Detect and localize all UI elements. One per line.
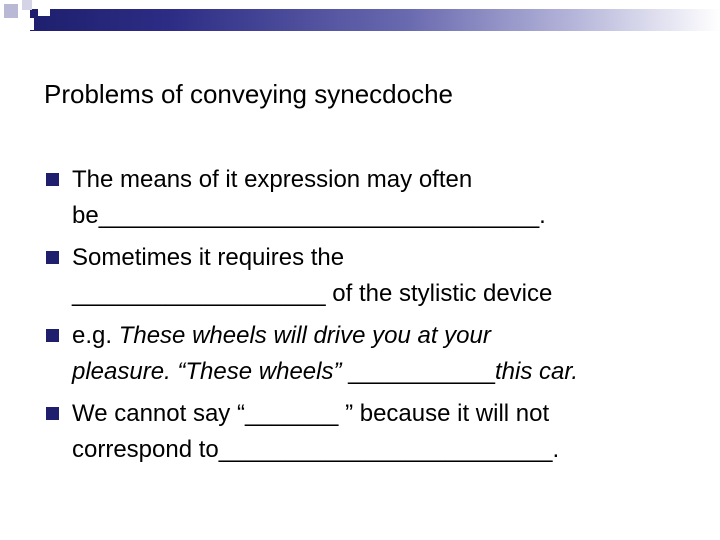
square-bullet-icon bbox=[46, 329, 59, 342]
square-bullet-icon bbox=[46, 173, 59, 186]
bullet-item bbox=[44, 318, 694, 390]
bullet-text-line bbox=[72, 318, 694, 354]
decor-square bbox=[38, 4, 50, 16]
bullet-list bbox=[44, 162, 694, 474]
example-blank: ___________ bbox=[348, 358, 495, 385]
decor-square bbox=[8, 24, 18, 34]
bullet-text-line: The means of it expression may often bbox=[72, 166, 473, 193]
bullet-item bbox=[44, 240, 694, 312]
header-gradient-bar bbox=[30, 9, 720, 31]
bullet-item bbox=[44, 162, 694, 234]
example-text: These wheels will drive you at your bbox=[118, 322, 491, 349]
bullet-text-line: We cannot say “_______ ” because it will not bbox=[72, 400, 550, 427]
decor-square bbox=[22, 18, 34, 30]
slide-title: Problems of conveying synecdoche bbox=[44, 79, 454, 109]
header-decoration bbox=[0, 0, 720, 34]
bullet-text-line: be_________________________________. bbox=[72, 202, 546, 229]
bullet-text-line: ___________________ of the stylistic device bbox=[72, 280, 553, 307]
square-bullet-icon bbox=[46, 251, 59, 264]
decor-square bbox=[22, 0, 32, 10]
example-text: this car. bbox=[494, 358, 579, 385]
bullet-text-line: Sometimes it requires the bbox=[72, 244, 345, 271]
square-bullet-icon bbox=[46, 407, 59, 420]
bullet-text-line: correspond to_________________________. bbox=[72, 436, 560, 463]
decor-square bbox=[4, 4, 18, 18]
bullet-text-line bbox=[72, 354, 694, 390]
bullet-item bbox=[44, 396, 694, 468]
example-prefix: e.g. bbox=[72, 322, 119, 349]
example-text: pleasure. “These wheels” bbox=[72, 358, 349, 385]
